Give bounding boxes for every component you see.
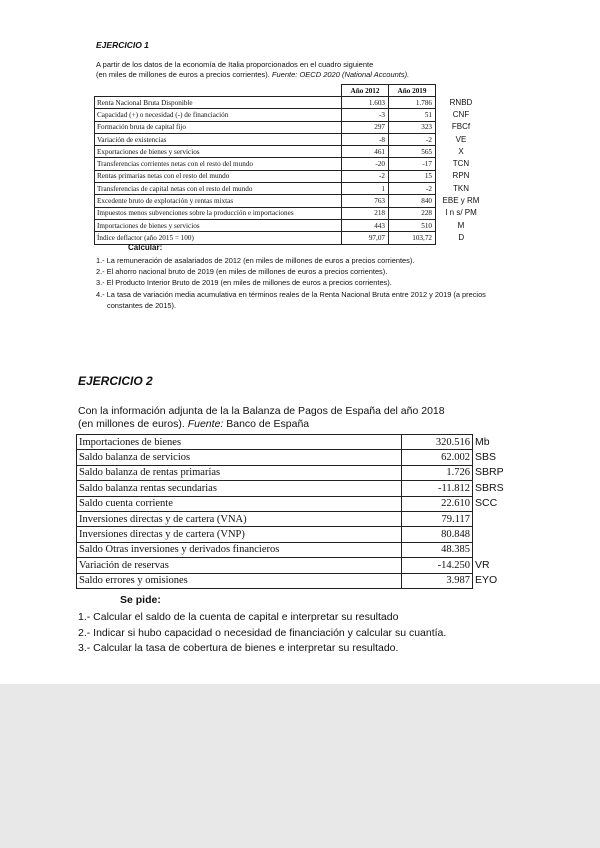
row-value: 1.726	[402, 465, 473, 480]
table-row	[77, 573, 518, 588]
table-row	[77, 527, 518, 542]
row-code: X	[458, 146, 464, 156]
table-row	[77, 465, 518, 480]
header-blank	[95, 85, 342, 97]
italy-economy-table	[94, 84, 487, 245]
pide-heading: Se pide:	[120, 594, 161, 606]
value-2012: 763	[342, 195, 389, 207]
calc-item: 4.- La tasa de variación media acumulativa en términos reales de la Renta Nacional Bruta entre 2012 y 2019 (a precios constantes de 2015).	[96, 289, 486, 310]
pide-item: 2.- Indicar si hubo capacidad o necesidad de financiación y calcular su cuantía.	[78, 626, 447, 639]
row-label: Exportaciones de bienes y servicios	[95, 146, 342, 158]
exercise-1-intro-line1: A partir de los datos de la economía de Italia proporcionados en el cuadro siguiente	[96, 60, 374, 69]
row-code: TKN	[453, 183, 469, 193]
exercise-2-source: Banco de España	[223, 418, 310, 430]
row-value: 320.516	[402, 435, 473, 450]
row-label: Capacidad (+) o necesidad (-) de financiación	[95, 109, 342, 121]
row-label: Saldo Otras inversiones y derivados financieros	[77, 542, 402, 557]
table-row	[95, 158, 487, 170]
pide-item: 3.- Calcular la tasa de cobertura de bienes e interpretar su resultado.	[78, 642, 399, 654]
value-2019: 840	[389, 195, 436, 207]
value-2019: 323	[389, 121, 436, 133]
exercise-1-intro-line2	[96, 70, 496, 80]
row-code: SCC	[475, 497, 498, 510]
row-code: RPN	[452, 171, 470, 181]
table-row	[95, 97, 487, 109]
table-row	[77, 450, 518, 465]
value-2019: 510	[389, 219, 436, 231]
table-row	[77, 511, 518, 526]
exercise-1-title: EJERCICIO 1	[96, 40, 149, 50]
row-label: Inversiones directas y de cartera (VNA)	[77, 511, 402, 526]
value-2012: 1	[342, 183, 389, 195]
row-label: Saldo balanza de rentas primarias	[77, 465, 402, 480]
table-row	[95, 219, 487, 231]
row-label: Saldo balanza de servicios	[77, 450, 402, 465]
table-row	[95, 133, 487, 145]
table-row	[95, 146, 487, 158]
row-value: -11.812	[402, 481, 473, 496]
header-code-blank	[436, 85, 487, 97]
table-row	[95, 170, 487, 182]
row-code: I n s/ PM	[445, 208, 477, 218]
row-code	[473, 542, 518, 557]
table-row	[95, 207, 487, 219]
exercise-2-intro-line1: Con la información adjunta de la la Balanza de Pagos de España del año 2018	[78, 405, 445, 417]
table-row	[95, 195, 487, 207]
row-code: D	[458, 232, 465, 242]
table-row	[95, 109, 487, 121]
row-label: Formación bruta de capital fijo	[95, 121, 342, 133]
row-code: CNF	[452, 109, 470, 119]
table-row	[77, 435, 518, 450]
row-label: Rentas primarias netas con el resto del mundo	[95, 170, 342, 182]
row-label: Inversiones directas y de cartera (VNP)	[77, 527, 402, 542]
row-value: -14.250	[402, 558, 473, 573]
header-2019: Año 2019	[389, 85, 436, 97]
table-row	[77, 496, 518, 511]
row-code: EYO	[475, 574, 498, 587]
value-2019: 51	[389, 109, 436, 121]
table-row	[77, 558, 518, 573]
table-row	[77, 481, 518, 496]
pide-list	[78, 610, 518, 657]
value-2012: -20	[342, 158, 389, 170]
row-code: EBE y RM	[442, 196, 480, 206]
value-2019: -2	[389, 183, 436, 195]
value-2012: -2	[342, 170, 389, 182]
value-2012: 1.603	[342, 97, 389, 109]
row-label: Saldo balanza rentas secundarias	[77, 481, 402, 496]
row-code: RNBD	[449, 97, 473, 107]
row-code: VR	[475, 558, 490, 571]
value-2012: 297	[342, 121, 389, 133]
value-2019: 228	[389, 207, 436, 219]
row-code: SBRS	[475, 481, 504, 494]
value-2012: 218	[342, 207, 389, 219]
value-2012: 461	[342, 146, 389, 158]
value-2019: -17	[389, 158, 436, 170]
table-row	[77, 542, 518, 557]
header-2012: Año 2012	[342, 85, 389, 97]
row-code: SBS	[475, 451, 497, 464]
row-label: Importaciones de bienes y servicios	[95, 219, 342, 231]
table-header-row	[95, 85, 487, 97]
row-label: Transferencias de capital netas con el resto del mundo	[95, 183, 342, 195]
exercise-1-intro	[96, 60, 496, 80]
row-value: 79.117	[402, 511, 473, 526]
exercise-1-source: Fuente: OECD 2020 (National Accounts).	[271, 70, 410, 79]
row-label: Impuestos menos subvenciones sobre la producción e importaciones	[95, 207, 342, 219]
row-value: 3.987	[402, 573, 473, 588]
row-value: 22.610	[402, 496, 473, 511]
row-label: Excedente bruto de explotación y rentas mixtas	[95, 195, 342, 207]
value-2012: -3	[342, 109, 389, 121]
row-label: Saldo cuenta corriente	[77, 496, 402, 511]
calc-heading: Calcular:	[128, 243, 163, 252]
calc-item: 1.- La remuneración de asalariados de 2012 (en miles de millones de euros a precios corrientes).	[96, 256, 415, 265]
value-2019: -2	[389, 133, 436, 145]
row-code: SBRP	[475, 466, 504, 479]
value-2012: -8	[342, 133, 389, 145]
value-2019: 103,72	[389, 232, 436, 244]
row-code: TCN	[452, 159, 470, 169]
exercise-2-source-label: Fuente:	[187, 418, 224, 430]
row-label: Índice deflactor (año 2015 = 100)	[95, 232, 342, 244]
row-code: FBCf	[451, 122, 471, 132]
value-2012: 97,07	[342, 232, 389, 244]
exercise-2-title: EJERCICIO 2	[78, 374, 153, 388]
table-row	[95, 183, 487, 195]
row-label: Variación de reservas	[77, 558, 402, 573]
value-2019: 565	[389, 146, 436, 158]
row-label: Importaciones de bienes	[77, 435, 402, 450]
value-2019: 1.786	[389, 97, 436, 109]
value-2012: 443	[342, 219, 389, 231]
row-value: 48.385	[402, 542, 473, 557]
table-row	[95, 121, 487, 133]
row-value: 80.848	[402, 527, 473, 542]
row-code: VE	[455, 134, 467, 144]
row-code	[473, 527, 518, 542]
row-label: Renta Nacional Bruta Disponible	[95, 97, 342, 109]
exercise-1-intro-units: (en miles de millones de euros a precios corrientes).	[96, 70, 272, 79]
calc-item: 3.- El Producto Interior Bruto de 2019 (en miles de millones de euros a precios corrientes).	[96, 278, 392, 288]
calc-item: 2.- El ahorro nacional bruto de 2019 (en miles de millones de euros a precios corrientes).	[96, 267, 388, 277]
value-2019: 15	[389, 170, 436, 182]
spain-balance-table	[76, 434, 518, 589]
calc-list	[96, 255, 516, 311]
row-value: 62.002	[402, 450, 473, 465]
row-label: Saldo errores y omisiones	[77, 573, 402, 588]
pide-item: 1.- Calcular el saldo de la cuenta de capital e interpretar su resultado	[78, 611, 399, 623]
row-label: Transferencias corrientes netas con el resto del mundo	[95, 158, 342, 170]
row-code	[473, 511, 518, 526]
exercise-2-intro-line2	[78, 418, 518, 431]
exercise-2-intro-units: (en millones de euros).	[78, 418, 188, 430]
row-code: Mb	[475, 435, 490, 448]
exercise-2-intro	[78, 405, 518, 431]
row-code: M	[457, 220, 465, 230]
row-label: Variación de existencias	[95, 133, 342, 145]
page-background-margin	[0, 684, 600, 848]
